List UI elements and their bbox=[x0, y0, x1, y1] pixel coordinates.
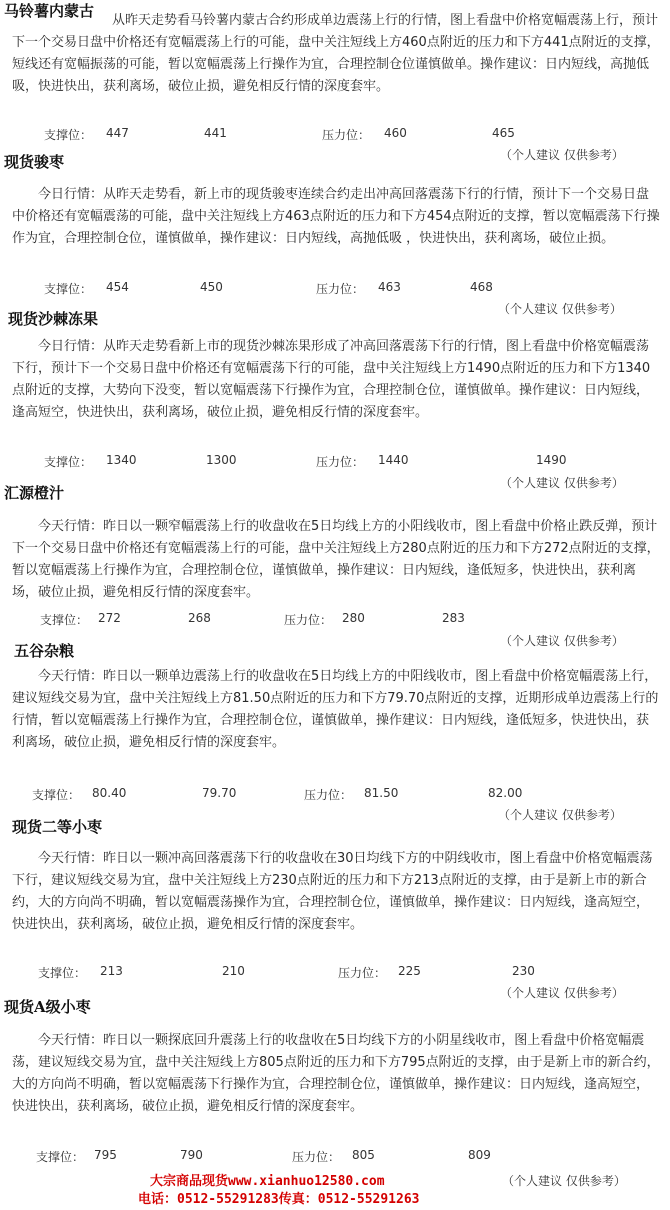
pressure-value-1: 460 bbox=[384, 126, 407, 140]
support-value-1: 80.40 bbox=[92, 786, 127, 800]
pressure-value-2: 465 bbox=[492, 126, 515, 140]
section-title: 现货二等小枣 bbox=[12, 818, 103, 836]
disclaimer-note: （个人建议 仅供参考） bbox=[500, 986, 624, 1000]
pressure-value-1: 81.50 bbox=[364, 786, 399, 800]
section-title: 现货A级小枣 bbox=[4, 998, 91, 1016]
support-value-1: 1340 bbox=[106, 453, 137, 467]
support-value-2: 268 bbox=[188, 611, 211, 625]
support-value-2: 790 bbox=[180, 1148, 203, 1162]
section-title: 马铃薯内蒙古 bbox=[4, 2, 95, 20]
pressure-value-2: 230 bbox=[512, 964, 535, 978]
section-paragraph: 今日行情：从昨天走势看，新上市的现货骏枣连续合约走出冲高回落震荡下行的行情，预计下一个交易日盘中价格还有宽幅震荡的可能，盘中关注短线上方463点附近的压力和下方454点附近的支撑，暂以宽幅震荡下行操作为宜，合理控制仓位，谨慎做单，操作建议：日内短线，高抛低吸 ，快进快出，获利离场，破位止损。 bbox=[12, 187, 660, 246]
section-paragraph: 今天行情：昨日以一颗探底回升震荡上行的收盘收在5日均线下方的小阴星线收市，图上看盘中价格宽幅震荡，建议短线交易为宜，盘中关注短线上方805点附近的压力和下方795点附近的支撑，由于是新上市的新合约，大的方向尚不明确，暂以宽幅震荡下行操作为宜，合理控制仓位，谨慎做单，操作建议：日内短线，逢高短空，快进快出，获利离场，破位止损，避免相反行情的深度套牢。 bbox=[12, 1033, 660, 1114]
disclaimer-note: （个人建议 仅供参考） bbox=[498, 302, 622, 316]
pressure-value-2: 82.00 bbox=[488, 786, 523, 800]
section-title: 五谷杂粮 bbox=[14, 642, 75, 660]
disclaimer-note: （个人建议 仅供参考） bbox=[500, 476, 624, 490]
disclaimer-note: （个人建议 仅供参考） bbox=[500, 148, 624, 162]
pressure-label: 压力位： bbox=[304, 788, 353, 802]
pressure-value-2: 1490 bbox=[536, 453, 567, 467]
support-value-1: 213 bbox=[100, 964, 123, 978]
support-label: 支撑位： bbox=[38, 966, 87, 980]
pressure-label: 压力位： bbox=[316, 455, 365, 469]
support-value-2: 79.70 bbox=[202, 786, 237, 800]
pressure-label: 压力位： bbox=[316, 282, 365, 296]
support-label: 支撑位： bbox=[44, 128, 93, 142]
section-paragraph: 今天行情：昨日以一颗窄幅震荡上行的收盘收在5日均线上方的小阳线收市，图上看盘中价格止跌反弹，预计下一个交易日盘中价格还有宽幅震荡上行的可能，盘中关注短线上方280点附近的压力和下方272点附近的支撑，暂以宽幅震荡上行操作为宜，合理控制仓位，谨慎做单，操作建议：日内短线，逢低短多，快进快出，获利离场，破位止损，避免相反行情的深度套牢。 bbox=[12, 519, 660, 600]
footer-contact: 电话：0512-55291283传真：0512-55291263 bbox=[138, 1192, 420, 1207]
pressure-value-1: 225 bbox=[398, 964, 421, 978]
pressure-value-2: 468 bbox=[470, 280, 493, 294]
support-value-1: 272 bbox=[98, 611, 121, 625]
section-paragraph: 今日行情：从昨天走势看新上市的现货沙棘冻果形成了冲高回落震荡下行的行情，图上看盘中价格宽幅震荡下行，预计下一个交易日盘中价格还有宽幅震荡下行的可能，盘中关注短线上方1490点附近的压力和下方1340点附近的支撑，大势向下没变，暂以宽幅震荡下行操作为宜，合理控制仓位，谨慎做单。操作建议：日内短线，逢高短空，快进快出，获利离场，破位止损，避免相反行情的深度套牢。 bbox=[12, 339, 651, 420]
support-value-2: 441 bbox=[204, 126, 227, 140]
disclaimer-note: （个人建议 仅供参考） bbox=[502, 1174, 626, 1188]
section-title: 现货沙棘冻果 bbox=[8, 310, 99, 328]
support-label: 支撑位： bbox=[32, 788, 81, 802]
pressure-label: 压力位： bbox=[292, 1150, 341, 1164]
support-label: 支撑位： bbox=[40, 613, 89, 627]
pressure-label: 压力位： bbox=[284, 613, 333, 627]
section-title: 汇源橙汁 bbox=[4, 484, 65, 502]
pressure-value-1: 805 bbox=[352, 1148, 375, 1162]
support-value-1: 454 bbox=[106, 280, 129, 294]
pressure-value-1: 463 bbox=[378, 280, 401, 294]
support-value-2: 210 bbox=[222, 964, 245, 978]
pressure-value-1: 1440 bbox=[378, 453, 409, 467]
support-value-1: 447 bbox=[106, 126, 129, 140]
section-paragraph: 今天行情：昨日以一颗单边震荡上行的收盘收在5日均线上方的中阳线收市，图上看盘中价格宽幅震荡上行，建议短线交易为宜，盘中关注短线上方81.50点附近的压力和下方79.70点附近的支撑，近期形成单边震荡上行的行情，暂以宽幅震荡上行操作为宜，合理控制仓位，谨慎做单，操作建议：日内短线，逢低短多，快进快出，获利离场，破位止损，避免相反行情的深度套牢。 bbox=[12, 669, 659, 750]
pressure-label: 压力位： bbox=[338, 966, 387, 980]
disclaimer-note: （个人建议 仅供参考） bbox=[498, 808, 622, 822]
support-label: 支撑位： bbox=[36, 1150, 85, 1164]
support-label: 支撑位： bbox=[44, 282, 93, 296]
support-value-1: 795 bbox=[94, 1148, 117, 1162]
section-paragraph: 从昨天走势看马铃薯内蒙古合约形成单边震荡上行的行情，图上看盘中价格宽幅震荡上行，预计下一个交易日盘中价格还有宽幅震荡上行的可能，盘中关注短线上方460点附近的压力和下方441点附近的支撑，短线还有宽幅振荡的可能，暂以宽幅震荡上行操作为宜，合理控制仓位谨慎做单。操作建议：日内短线，高抛低吸，快进快出，获利离场，破位止损，避免相反行情的深度套牢。 bbox=[12, 13, 660, 94]
disclaimer-note: （个人建议 仅供参考） bbox=[500, 634, 624, 648]
support-value-2: 450 bbox=[200, 280, 223, 294]
pressure-value-1: 280 bbox=[342, 611, 365, 625]
pressure-value-2: 809 bbox=[468, 1148, 491, 1162]
pressure-value-2: 283 bbox=[442, 611, 465, 625]
section-title: 现货骏枣 bbox=[4, 153, 65, 171]
support-value-2: 1300 bbox=[206, 453, 237, 467]
section-paragraph: 今天行情：昨日以一颗冲高回落震荡下行的收盘收在30日均线下方的中阴线收市，图上看盘中价格宽幅震荡下行，建议短线交易为宜，盘中关注短线上方230点附近的压力和下方213点附近的支撑，由于是新上市的新合约，大的方向尚不明确，暂以宽幅震荡操作为宜，合理控制仓位，谨慎做单，操作建议：日内短线，逢高短空，快进快出，获利离场，破位止损，避免相反行情的深度套牢。 bbox=[12, 851, 653, 932]
footer-website: 大宗商品现货www.xianhuo12580.com bbox=[150, 1174, 385, 1189]
pressure-label: 压力位： bbox=[322, 128, 371, 142]
support-label: 支撑位： bbox=[44, 455, 93, 469]
